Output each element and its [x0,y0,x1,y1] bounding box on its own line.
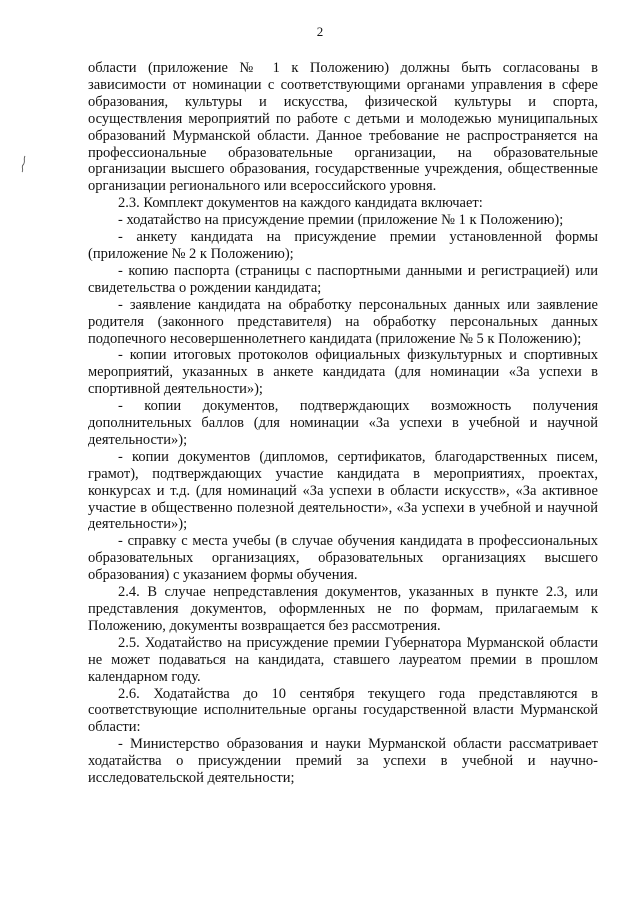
paragraph-2-5: 2.5. Ходатайство на присуждение премии Губернатора Мурманской области не может подаваться на кандидата, ставшего лауреатом премии в прошлом календарном году. [88,634,598,685]
list-item-participation-docs: - копии документов (дипломов, сертификатов, благодарственных писем, грамот), подтверждающих участие кандидата в мероприятиях, проектах, конкурсах и т.д. (для номинаций «За успехи в области искусств», «За активное участие в общественно полезной деятельности», «За успехи в учебной и научной деятельности»); [88,448,598,533]
list-item-passport-copy: - копию паспорта (страницы с паспортными данными и регистрацией) или свидетельства о рождении кандидата; [88,262,598,296]
margin-pen-mark [20,155,28,173]
list-item-additional-points-docs: - копии документов, подтверждающих возможность получения дополнительных баллов (для номинации «За успехи в учебной и научной деятельности»); [88,398,598,448]
list-item-personal-data-consent: - заявление кандидата на обработку персональных данных или заявление родителя (законного представителя) на обработку персональных данных подопечного несовершеннолетнего кандидата (приложение № 5 к Положению); [88,296,598,347]
list-item-sports-protocols: - копии итоговых протоколов официальных физкультурных и спортивных мероприятий, указанных в анкете кандидата (для номинации «За успехи в спортивной деятельности»); [88,347,598,398]
paragraph-2-4: 2.4. В случае непредставления документов, указанных в пункте 2.3, или представления документов, оформленных не по формам, прилагаемым к Положению, документы возвращается без рассмотрения. [88,584,598,634]
paragraph-approval-requirement: области (приложение № 1 к Положению) должны быть согласованы в зависимости от номинации с соответствующими органами управления в сфере образования, культуры и искусства, физической культуры и спорта, осуществления мероприятий по работе с детьми и молодежью муниципальных образований Мурманской области. Данное требование не распространяется на профессиональные образовательные организации, на образовательные организации высшего образования, государственные учреждения, общественные организации регионального или всероссийского уровня. [88,60,598,195]
list-item-petition: - ходатайство на присуждение премии (приложение № 1 к Положению); [118,212,564,229]
list-item-ministry-education: - Министерство образования и науки Мурманской области рассматривает ходатайства о присуждении премий за успехи в учебной и научно-исследовательской деятельности; [88,736,598,787]
paragraph-2-6: 2.6. Ходатайства до 10 сентября текущего года представляются в соответствующие исполнительные органы государственной власти Мурманской области: [88,685,598,736]
list-item-study-certificate: - справку с места учебы (в случае обучения кандидата в профессиональных образовательных организациях, образовательных организациях высшего образования) с указанием формы обучения. [88,533,598,584]
paragraph-2-3-heading: 2.3. Комплект документов на каждого кандидата включает: [118,195,483,212]
document-body [88,60,598,787]
page-number: 2 [316,24,324,39]
list-item-questionnaire: - анкету кандидата на присуждение премии установленной формы (приложение № 2 к Положению); [88,229,598,262]
